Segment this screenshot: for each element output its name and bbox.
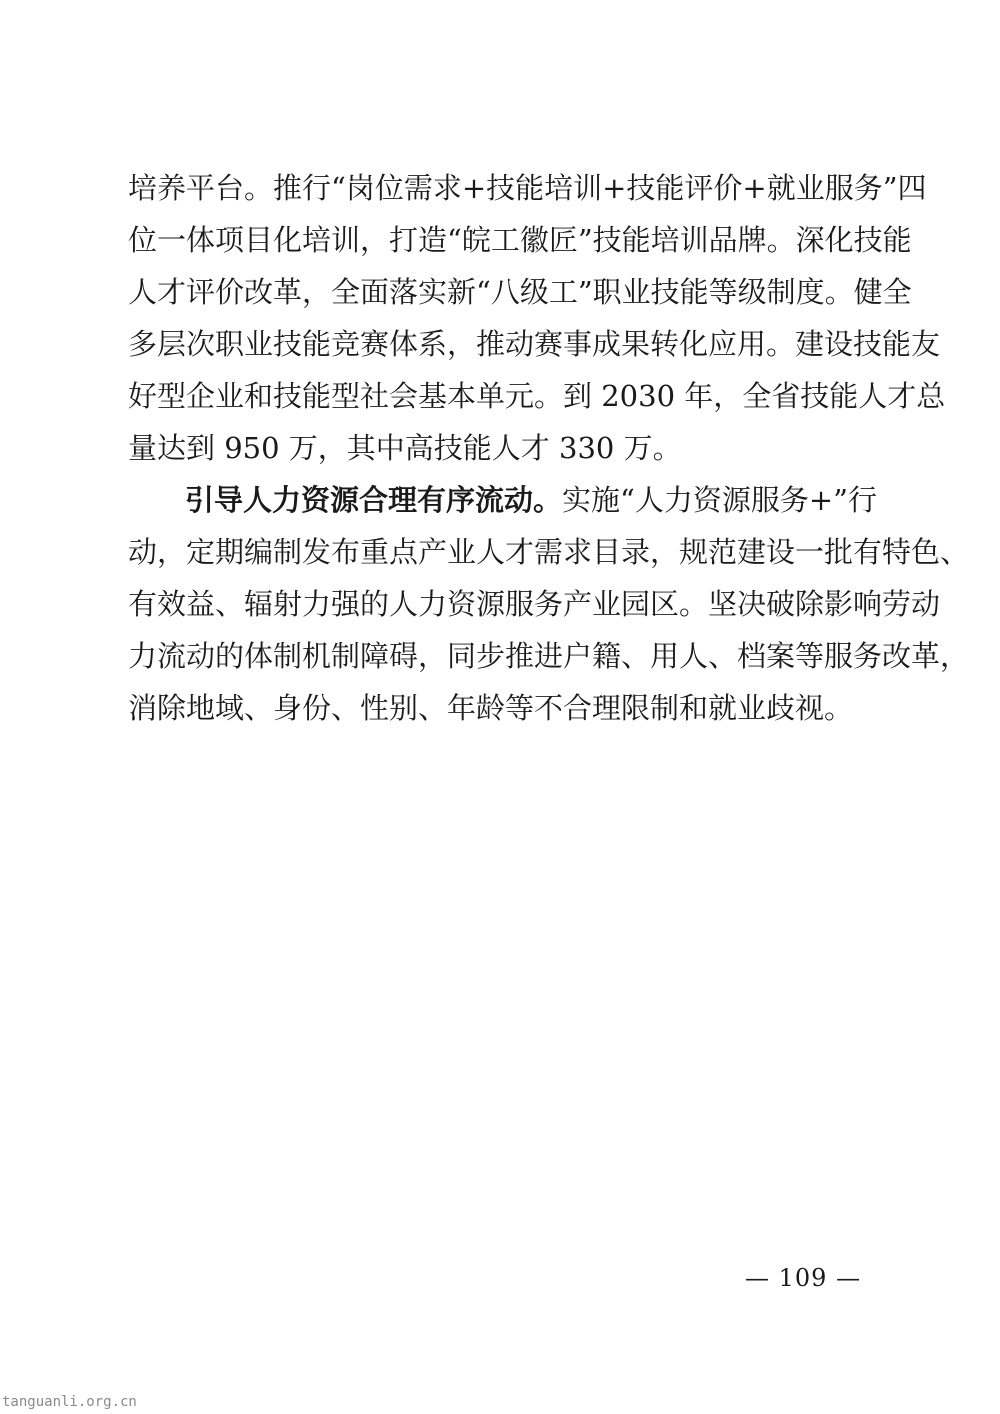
paragraph-2-heading: 引导人力资源合理有序流动。 — [185, 483, 563, 517]
paragraph-1-line-4: 多层次职业技能竞赛体系，推动赛事成果转化应用。建设技能友 — [128, 327, 941, 361]
paragraph-2-line-5: 消除地域、身份、性别、年龄等不合理限制和就业歧视。 — [128, 691, 854, 725]
paragraph-1-line-5: 好型企业和技能型社会基本单元。到 2030 年，全省技能人才总 — [128, 379, 946, 413]
paragraph-2-line-3: 有效益、辐射力强的人力资源服务产业园区。坚决破除影响劳动 — [128, 587, 941, 621]
paragraph-1-line-1: 培养平台。推行“岗位需求+技能培训+技能评价+就业服务”四 — [128, 171, 927, 205]
paragraph-2-line-4: 力流动的体制机制障碍，同步推进户籍、用人、档案等服务改革， — [128, 639, 970, 673]
paragraph-1-line-2: 位一体项目化培训，打造“皖工徽匠”技能培训品牌。深化技能 — [128, 223, 912, 257]
paragraph-2-line-2: 动，定期编制发布重点产业人才需求目录，规范建设一批有特色、 — [128, 535, 970, 569]
paragraph-2-line-1 — [185, 480, 877, 520]
page-number: — 109 — — [745, 1264, 862, 1292]
paragraph-2-line-1-text: 实施“人力资源服务+”行 — [562, 483, 877, 517]
paragraph-1-line-3: 人才评价改革，全面落实新“八级工”职业技能等级制度。健全 — [128, 275, 912, 309]
paragraph-1-line-6: 量达到 950 万，其中高技能人才 330 万。 — [128, 431, 682, 465]
watermark-text: tanguanli.org.cn — [2, 1394, 137, 1410]
